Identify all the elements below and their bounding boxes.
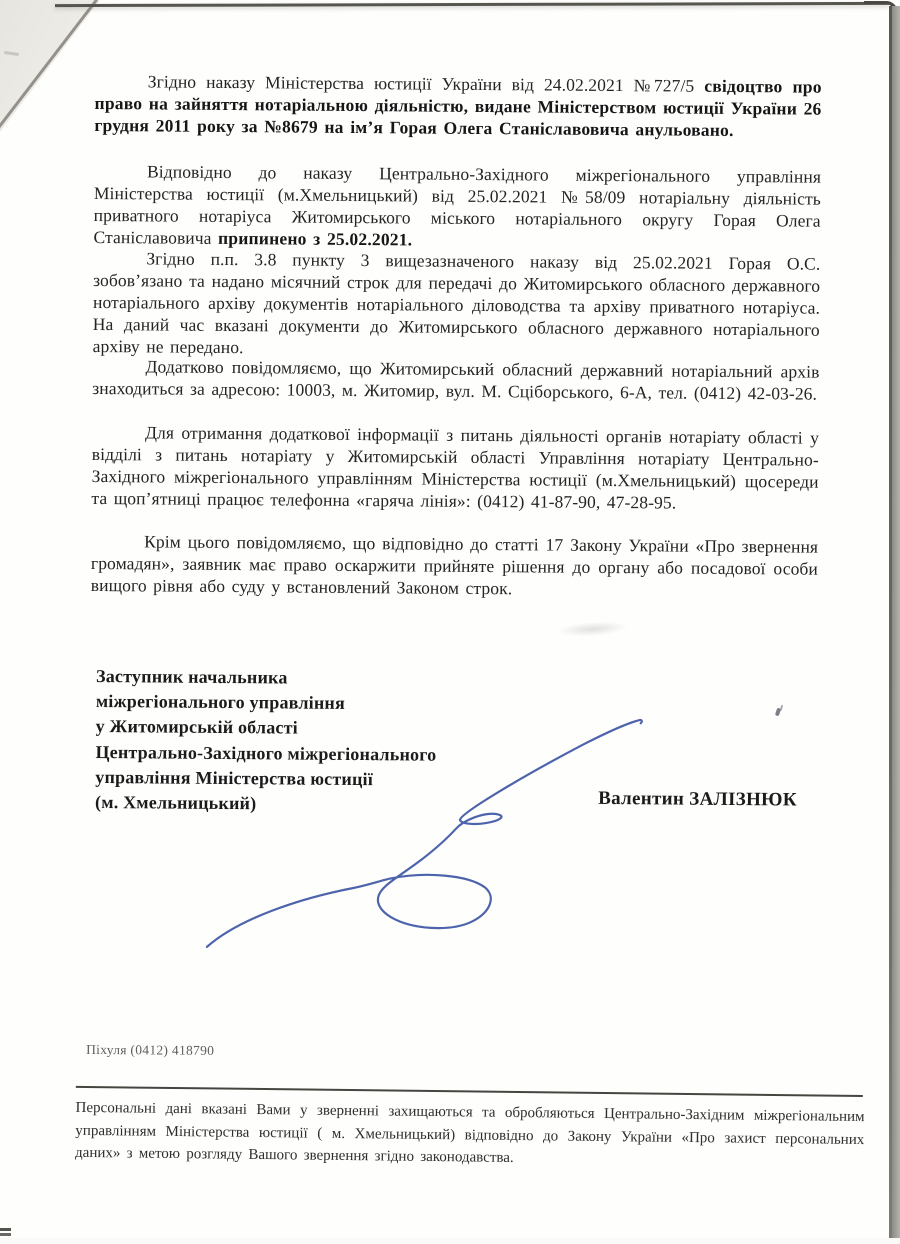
signatory-title-line: Центрально-Західного міжрегіонального — [95, 741, 437, 765]
paragraph-archive-obligation: Згідно п.п. 3.8 пункту 3 вищезазначеного наказу від 25.02.2021 Горая О.С. зобов’язано та надано місячний строк для передачі до Житомирського обласного державного нотаріального архіву документів нотаріального діловодства та архіву приватного нотаріуса. На даний час вказані документи до Житомирського обласного державного нотаріального архіву не передано. — [92, 247, 821, 357]
footer-divider — [76, 1086, 863, 1097]
paragraph-hotline-info: Для отримання додаткової інформації з питань діяльності органів нотаріату області у відділі з питань нотаріату у Житомирській області Управління нотаріату Центрально-Західного міжрегіонального управлінням Міністерства юстиції (м.Хмельницький) щосереди та щоп’ятниці працює телефонна «гаряча лінія»: (0412) 41-87-90, 47-28-95. — [91, 421, 820, 513]
signatory-title-line: Заступник начальника — [96, 665, 288, 688]
paragraph-activity-terminated: Відповідно до наказу Центрально-Західного міжрегіонального управління Міністерства юстиції (м.Хмельницький) від 25.02.2021 №58/09 нотаріальну діяльність приватного нотаріуса Житомирського міського нотаріального округу Горая Олега Станіславовича припинено з 25.02.2021. — [93, 160, 822, 249]
footer-block — [75, 1086, 865, 1174]
paragraph-certificate-annulled: Згідно наказу Міністерства юстиції України від 24.02.2021 №727/5 свідоцтво про право на зайняття нотаріальною діяльністю, видане Міністерством юстиції України 26 грудня 2011 року за №8679 на ім’я Горая Олега Станіславовича анульовано. — [94, 70, 822, 140]
executor-contact-note: Піхуля (0412) 418790 — [86, 1041, 215, 1058]
handwritten-signature — [183, 691, 665, 975]
paragraph-appeal-right: Крім цього повідомляємо, що відповідно до статті 17 Закону України «Про звернення громадян», заявник має право оскаржити прийняте рішення до органу або посадової особи вищого рівня або суду у встановлений Законом строк. — [90, 530, 819, 598]
signatory-title-line: у Житомирській області — [95, 716, 298, 738]
paragraph-archive-address: Додатково повідомляємо, що Житомирський обласний державний нотаріальний архів знаходиться за адресою: 10003, м. Житомир, вул. М. Сціборського, 6-А, тел. (0412) 42-03-26. — [92, 355, 820, 404]
signatory-title-line: міжрегіонального управління — [95, 691, 346, 714]
privacy-note: Персональні дані вказані Вами у зверненні захищаються та обробляються Центрально-Західним міжрегіональним управлінням Міністерства юстиції ( м. Хмельницький) відповідно до Закону України «Про захист персональних даних» з метою розгляду Вашого звернення згідно законодавства. — [74, 1099, 865, 1166]
signatory-title-line: управління Міністерства юстиції — [95, 766, 374, 789]
signatory-name: Валентин ЗАЛІЗНЮК — [598, 787, 797, 811]
signatory-title-line: (м. Хмельницький) — [95, 792, 257, 814]
signature-stroke — [207, 717, 642, 951]
